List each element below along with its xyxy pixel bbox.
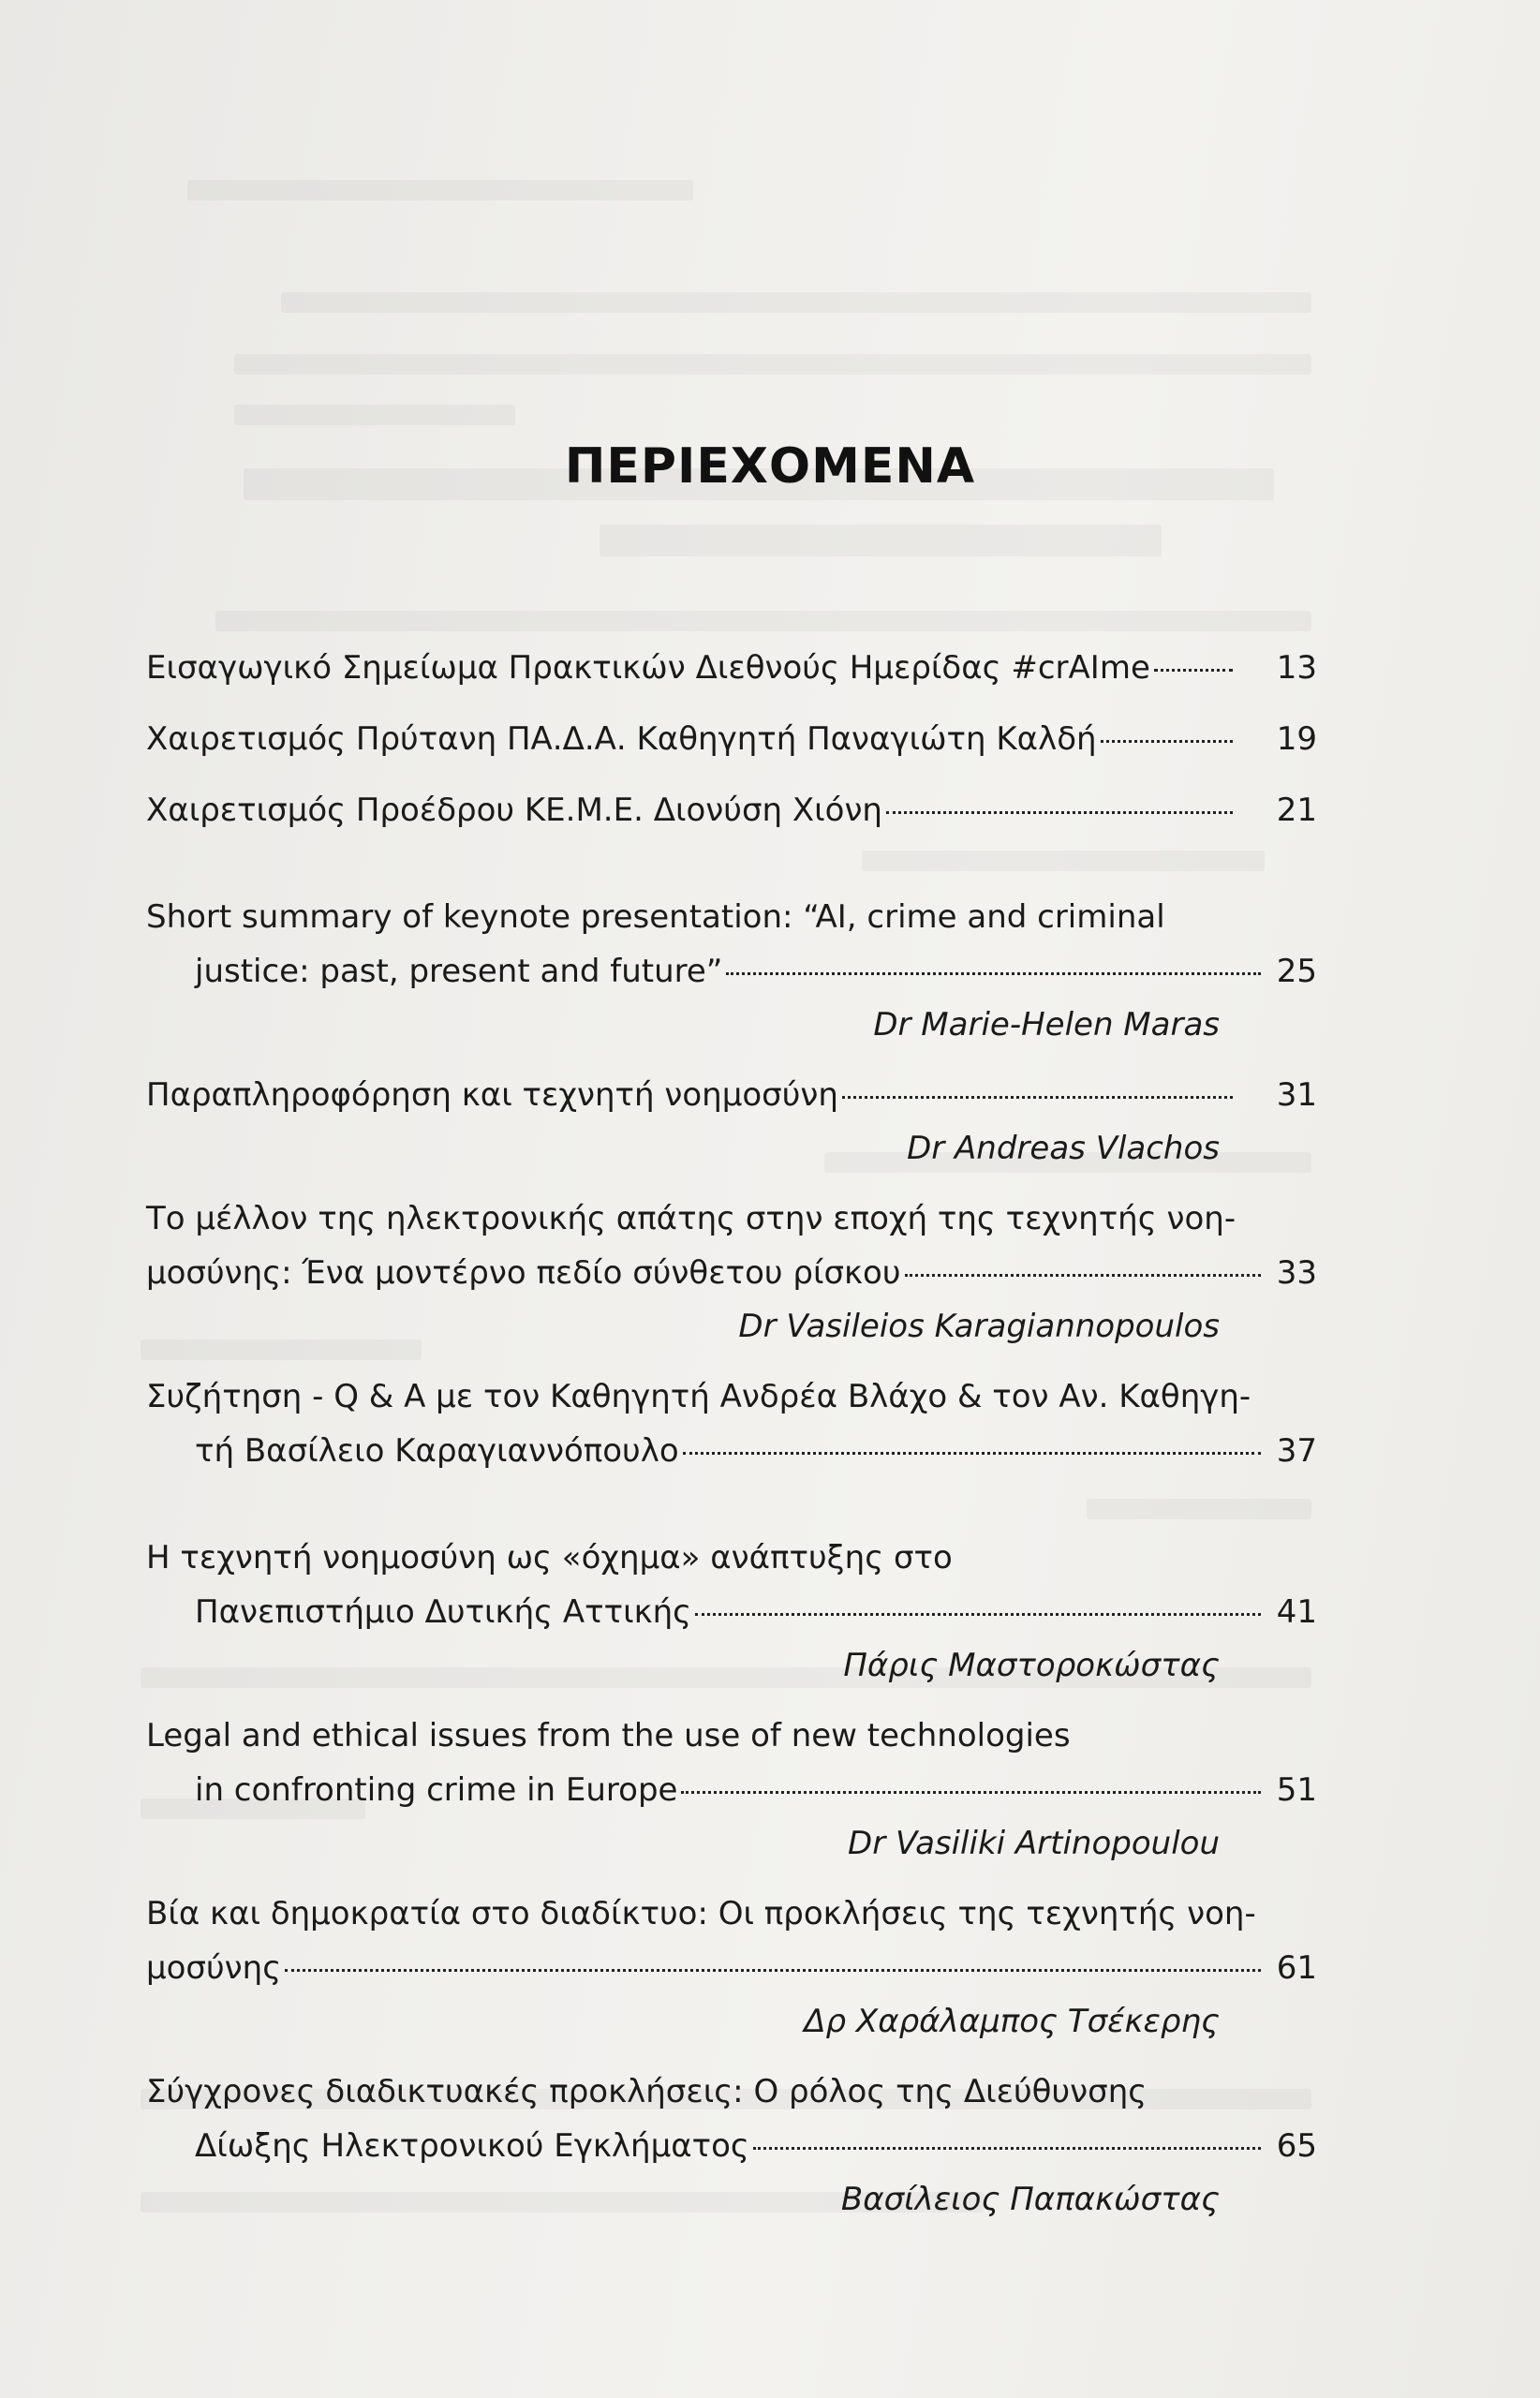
toc-line <box>146 783 1317 837</box>
toc-author: Βασίλειος Παπακώστας <box>840 2181 1220 2218</box>
page-number: 31 <box>1276 1076 1317 1114</box>
toc-line <box>146 1192 1317 1246</box>
toc-line <box>146 944 1317 999</box>
toc-entry-title: Legal and ethical issues from the use of new technologies <box>146 1717 1071 1754</box>
toc-entry <box>146 1887 1317 2048</box>
toc-entry-title-continued: Πανεπιστήμιο Δυτικής Αττικής <box>195 1593 692 1631</box>
toc-entry-title: Short summary of keynote presentation: “AI, crime and criminal <box>146 898 1165 936</box>
toc-entry-title: Χαιρετισμός Πρύτανη ΠΑ.Δ.Α. Καθηγητή Παναγιώτη Καλδή <box>146 720 1097 758</box>
toc-entry-title-continued: τή Βασίλειο Καραγιαννόπουλο <box>195 1432 679 1470</box>
dot-leader <box>842 1096 1233 1099</box>
page-number: 61 <box>1276 1949 1317 1987</box>
toc-entry <box>146 1192 1317 1353</box>
page-number: 65 <box>1276 2127 1317 2165</box>
toc-entry <box>146 890 1317 1051</box>
dot-leader <box>683 1452 1261 1455</box>
toc-line <box>146 712 1317 766</box>
toc-line <box>146 641 1317 695</box>
toc-entry-title: Σύγχρονες διαδικτυακές προκλήσεις: Ο ρόλος της Διεύθυνσης <box>146 2073 1148 2110</box>
toc-line <box>146 1763 1317 1817</box>
page-number: 21 <box>1276 792 1317 829</box>
toc-entry <box>146 1531 1317 1692</box>
toc-line <box>146 1068 1317 1122</box>
dot-leader <box>285 1969 1261 1972</box>
page-number: 37 <box>1276 1432 1317 1470</box>
page-number: 33 <box>1276 1254 1317 1292</box>
toc-entry <box>146 2065 1317 2226</box>
toc-entry <box>146 1369 1317 1478</box>
dot-leader <box>905 1274 1261 1277</box>
toc-entry <box>146 641 1317 695</box>
toc-line <box>146 1424 1317 1478</box>
toc-entry-title-continued: μοσύνης <box>146 1949 282 1987</box>
toc-entry-title: Το μέλλον της ηλεκτρονικής απάτης στην εποχή της τεχνητής νοη- <box>146 1200 1236 1237</box>
dot-leader <box>886 811 1233 814</box>
table-of-contents <box>146 641 1317 2226</box>
toc-line <box>146 1531 1317 1585</box>
toc-author: Dr Vasileios Karagiannopoulos <box>738 1308 1220 1345</box>
toc-line <box>146 2119 1317 2173</box>
dot-leader <box>1154 669 1233 672</box>
toc-entry-title: Εισαγωγικό Σημείωμα Πρακτικών Διεθνούς Ημερίδας #crAIme <box>146 649 1150 687</box>
page-number: 19 <box>1276 720 1317 758</box>
toc-line <box>146 1887 1317 1941</box>
toc-entry-title: Βία και δημοκρατία στο διαδίκτυο: Οι προκλήσεις της τεχνητής νοη- <box>146 1895 1256 1932</box>
dot-leader <box>726 972 1261 975</box>
toc-author: Dr Marie-Helen Maras <box>873 1006 1220 1044</box>
toc-author: Dr Vasiliki Artinopoulou <box>848 1825 1220 1862</box>
toc-author: Dr Andreas Vlachos <box>907 1130 1220 1167</box>
toc-line <box>146 1709 1317 1763</box>
toc-line <box>146 1941 1317 1995</box>
toc-entry-title-continued: μοσύνης: Ένα μοντέρνο πεδίο σύνθετου ρίσκου <box>146 1254 901 1292</box>
page-number: 51 <box>1276 1771 1317 1809</box>
toc-entry-title: Συζήτηση - Q & A με τον Καθηγητή Ανδρέα Βλάχο & τον Αν. Καθηγη- <box>146 1378 1251 1415</box>
dot-leader <box>753 2147 1261 2150</box>
dot-leader <box>695 1613 1261 1616</box>
dot-leader <box>681 1791 1261 1794</box>
toc-entry-title-continued: Δίωξης Ηλεκτρονικού Εγκλήματος <box>195 2127 749 2165</box>
page-number: 13 <box>1276 649 1317 687</box>
toc-author: Πάρις Μαστοροκώστας <box>843 1647 1220 1684</box>
toc-entry <box>146 1709 1317 1870</box>
page-number: 25 <box>1276 953 1317 990</box>
toc-entry <box>146 712 1317 766</box>
toc-line <box>146 890 1317 944</box>
page-number: 41 <box>1276 1593 1317 1631</box>
toc-author: Δρ Χαράλαμπος Τσέκερης <box>804 2003 1220 2040</box>
toc-entry <box>146 783 1317 837</box>
toc-entry-title: Χαιρετισμός Προέδρου ΚΕ.Μ.Ε. Διονύση Χιόνη <box>146 792 882 829</box>
toc-entry-title-continued: in confronting crime in Europe <box>195 1771 678 1809</box>
dot-leader <box>1101 740 1233 743</box>
toc-entry-title-continued: justice: past, present and future” <box>195 953 723 990</box>
toc-line <box>146 1246 1317 1300</box>
toc-entry-title: Η τεχνητή νοημοσύνη ως «όχημα» ανάπτυξης στο <box>146 1539 953 1576</box>
toc-entry <box>146 1068 1317 1175</box>
toc-title: ΠΕΡΙΕΧΟΜΕΝΑ <box>564 438 976 495</box>
toc-entry-title: Παραπληροφόρηση και τεχνητή νοημοσύνη <box>146 1076 838 1114</box>
toc-line <box>146 1369 1317 1424</box>
toc-line <box>146 2065 1317 2119</box>
toc-line <box>146 1585 1317 1639</box>
